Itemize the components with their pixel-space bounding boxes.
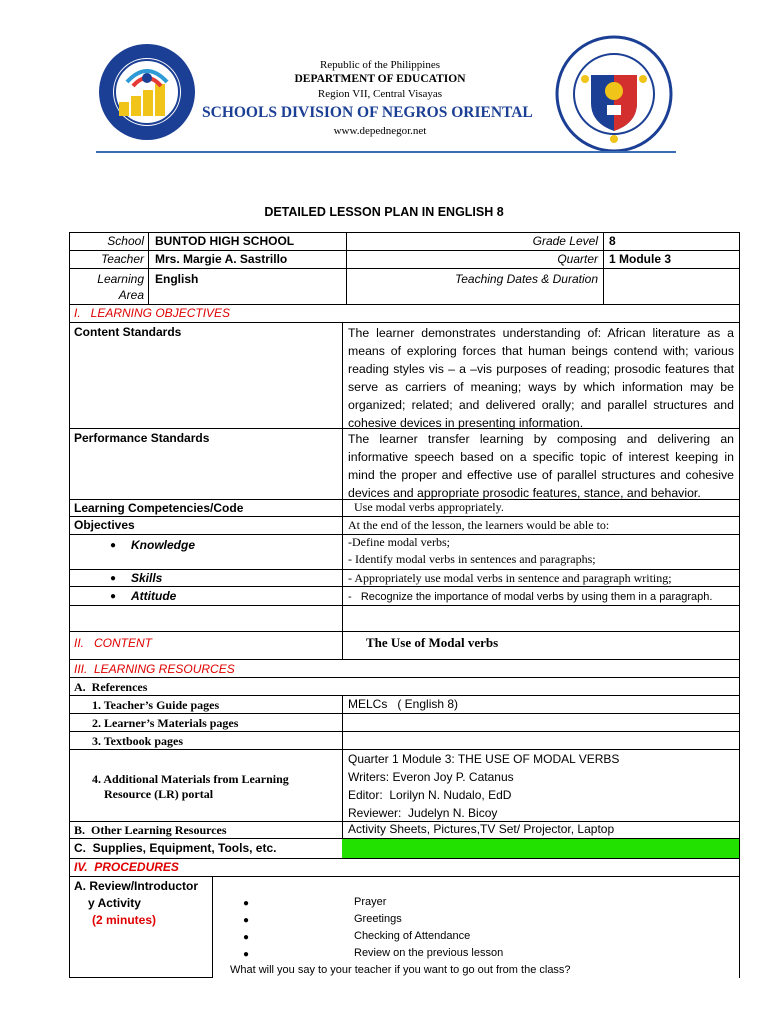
table-border [69,749,740,750]
table-border [69,586,740,587]
table-border [342,695,343,858]
competencies-label: Learning Competencies/Code [74,501,244,515]
knowledge-label: Knowledge [131,538,196,552]
bullet-icon: ● [110,540,117,551]
bullet-icon: ● [243,932,250,943]
attitude-label: Attitude [131,589,177,603]
table-border [69,858,740,859]
competencies-text: Use modal verbs appropriately. [354,500,504,514]
table-border [346,232,347,304]
review-question: What will you say to your teacher if you want to go out from the class? [230,964,571,976]
right-seal-caption: KAGAWARAN NG EDUKASYON · REPUBLIKA NG PILIPINAS [555,155,584,156]
content-standards-label: Content Standards [74,325,182,339]
quarter-value: 1 Module 3 [609,252,672,266]
learning-area-label-2: Area [118,288,144,302]
attitude-text: - Recognize the importance of modal verbs by using them in a paragraph. [348,591,713,603]
teacher-value: Mrs. Margie A. Sastrillo [155,252,288,266]
region-line: Region VII, Central Visayas [317,88,443,100]
table-border [69,876,740,877]
table-border [69,605,740,606]
kagawaran-seal-logo [555,35,673,153]
bullet-icon: ● [243,949,250,960]
table-border [342,322,343,660]
review-time: (2 minutes) [92,913,157,927]
table-border [69,322,740,323]
table-border [69,977,213,978]
additional-materials-line: Writers: Everon Joy P. Catanus [348,770,514,784]
bullet-icon: ● [243,915,250,926]
supplies-highlight [342,839,739,858]
table-border [69,695,740,696]
table-border [739,660,740,978]
table-border [69,731,740,732]
skills-label: Skills [131,571,163,585]
table-border [69,250,740,251]
table-border [69,677,740,678]
table-border [69,232,70,304]
knowledge-line-1: -Define modal verbs; [348,535,450,549]
additional-materials-line: Reviewer: Judelyn N. Bicoy [348,806,498,820]
content-value: The Use of Modal verbs [366,635,499,650]
left-seal-caption: DEPARTMENT OF EDUCATION · DIVISION OF NEGROS ORIENTAL [97,145,129,146]
bullet-icon: ● [243,898,250,909]
table-border [212,876,213,978]
procedure-bullet: Greetings [354,913,402,925]
review-label-2: y Activity [88,896,141,910]
performance-standards-label: Performance Standards [74,431,210,445]
objectives-intro-text: At the end of the lesson, the learners would be able to: [348,518,610,532]
republic-line: Republic of the Philippines [319,59,441,71]
bullet-icon: ● [110,591,117,602]
table-border [69,713,740,714]
table-border [69,304,740,305]
textbook-label: 3. Textbook pages [92,734,184,748]
table-border [69,268,740,269]
skills-text: - Appropriately use modal verbs in sentence and paragraph writing; [348,571,672,585]
procedures-heading: IV. PROCEDURES [74,860,179,874]
header-divider [96,151,676,153]
learners-materials-label: 2. Learner’s Materials pages [92,716,239,730]
deped-seal-logo [97,42,197,142]
performance-standards-text: The learner transfer learning by composing and delivering an informative speech based on a specific topic of interest keeping in mind the proper and effective use of parallel structures and cohesive devices and appropriate prosodic features, stance, and behavior. [348,432,734,500]
procedure-bullet: Prayer [354,896,387,908]
learning-resources-heading: III. LEARNING RESOURCES [74,662,235,676]
learning-objectives-heading: I. LEARNING OBJECTIVES [74,306,231,320]
procedure-bullet: Checking of Attendance [354,930,471,942]
grade-level-label: Grade Level [532,234,598,248]
procedure-bullet: Review on the previous lesson [354,947,504,959]
references-label: A. References [74,680,148,694]
table-border [69,516,740,517]
bullet-icon: ● [110,573,117,584]
school-value: BUNTOD HIGH SCHOOL [155,234,295,248]
division-title: SCHOOLS DIVISION OF NEGROS ORIENTAL [202,104,533,121]
objectives-label: Objectives [74,518,135,532]
other-resources-value: Activity Sheets, Pictures,TV Set/ Projector, Laptop [348,822,615,836]
supplies-label: C. Supplies, Equipment, Tools, etc. [74,841,277,855]
other-resources-label: B. Other Learning Resources [74,823,227,837]
quarter-label: Quarter [557,252,598,266]
table-border [739,304,740,660]
table-border [69,569,740,570]
document-title: DETAILED LESSON PLAN IN ENGLISH 8 [264,205,504,219]
teachers-guide-value: MELCs ( English 8) [348,697,459,711]
school-label: School [107,234,144,248]
grade-level-value: 8 [609,234,616,248]
additional-materials-label: 4. Additional Materials from Learning [92,772,289,786]
learning-area-label: Learning [97,272,144,286]
department-line: DEPARTMENT OF EDUCATION [294,73,466,85]
learning-area-value: English [155,272,199,286]
teaching-dates-label: Teaching Dates & Duration [455,272,598,286]
teacher-label: Teacher [101,252,144,266]
knowledge-line-2: - Identify modal verbs in sentences and paragraphs; [348,552,596,566]
website-line: www.depednegor.net [333,125,427,137]
additional-materials-line: Editor: Lorilyn N. Nudalo, EdD [348,788,512,802]
table-border [739,232,740,304]
table-border [69,304,70,660]
additional-materials-line: Quarter 1 Module 3: THE USE OF MODAL VERBS [348,752,620,766]
content-heading: II. CONTENT [74,636,152,650]
table-border [603,232,604,304]
table-border [69,660,70,978]
table-border [69,631,740,632]
table-border [148,232,149,304]
content-standards-text: The learner demonstrates understanding of: African literature as a means of exploring forces that human beings contend with; various reading styles vis – a –vis purposes of reading; prosodic features that serve as carriers of meaning; ways by which information may be organized; related; and delivered orally; and parallel structures and cohesive devices in presenting information. [348,326,734,430]
table-border [69,232,740,233]
table-border [69,659,740,660]
additional-materials-label-2: Resource (LR) portal [104,787,214,801]
teachers-guide-label: 1. Teacher’s Guide pages [92,698,220,712]
review-label: A. Review/Introductor [74,879,199,893]
